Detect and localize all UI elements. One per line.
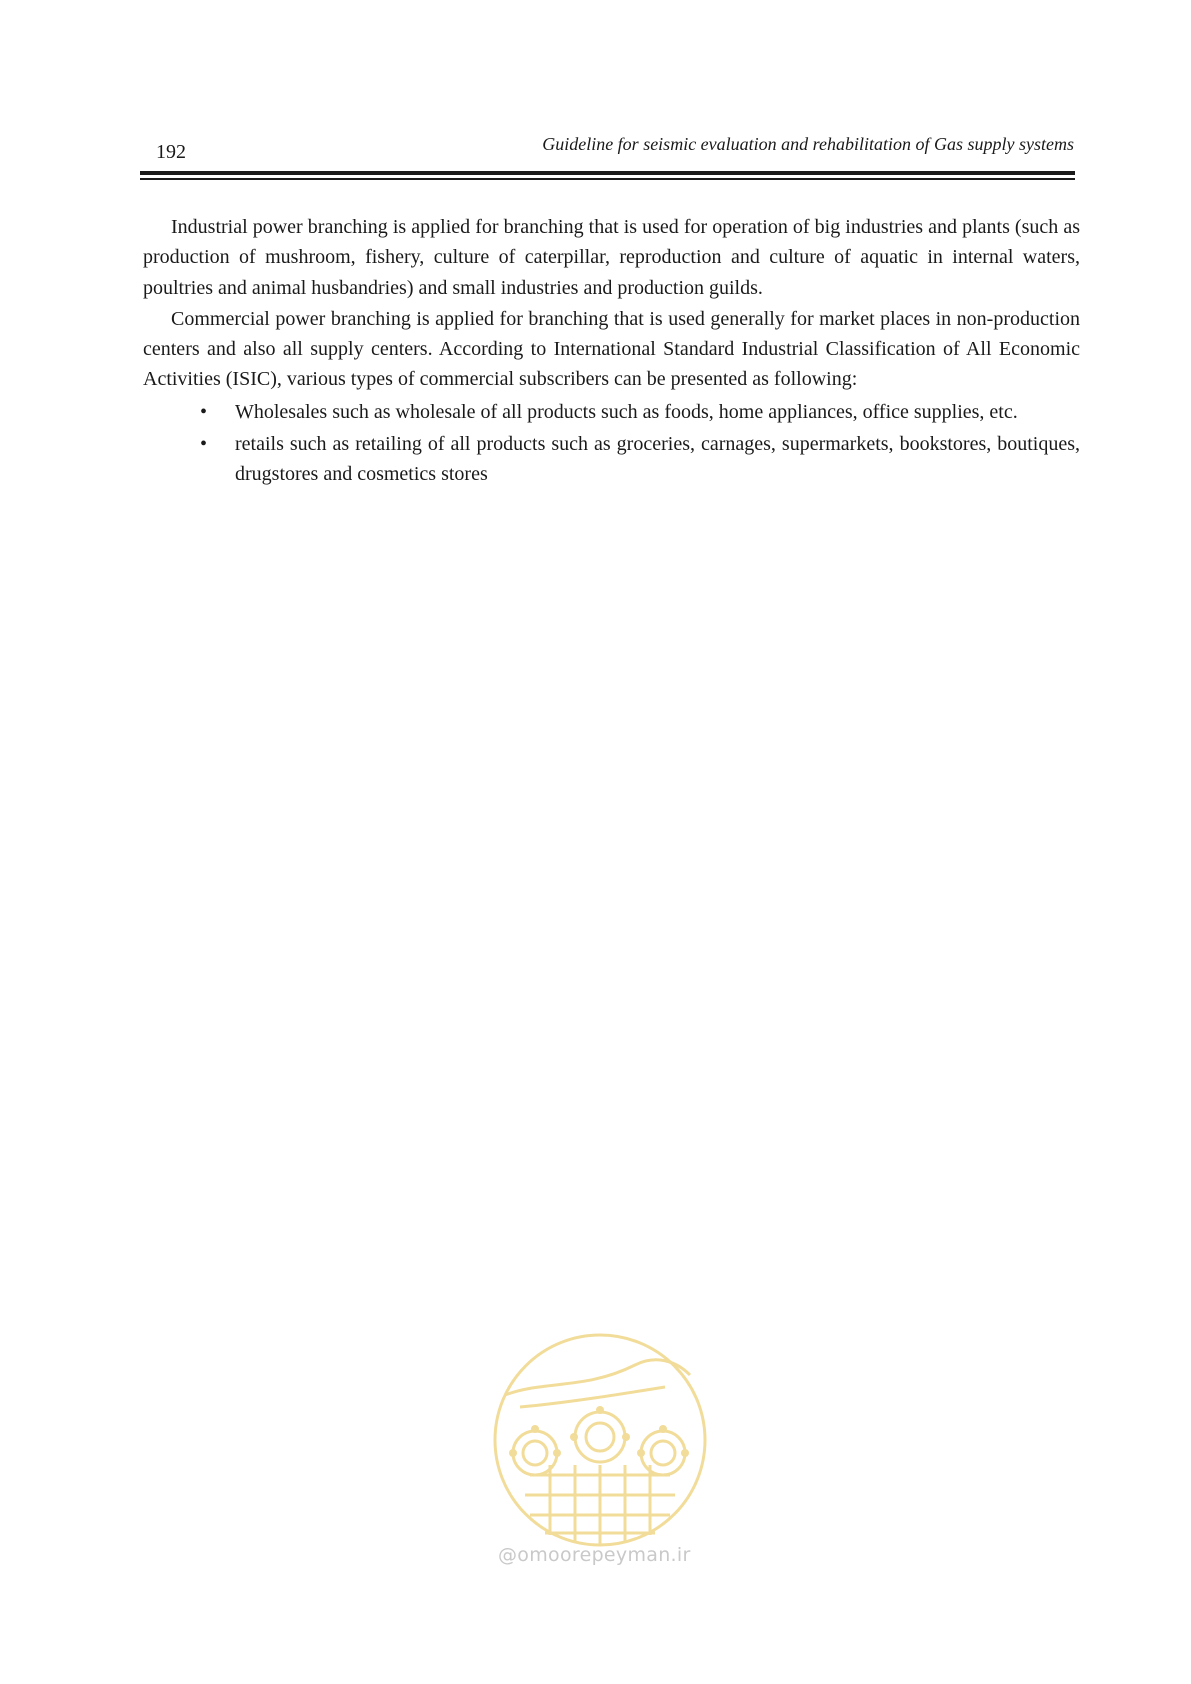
list-item-wholesales: [143, 397, 1080, 427]
page-number: 192: [156, 141, 186, 163]
paragraph-commercial: Commercial power branching is applied for branching that is used generally for market places in non-production centers and also all supply centers. According to International Standard Industrial Classification of All Economic Activities (ISIC), various types of commercial subscribers can be presented as following:: [143, 307, 1080, 391]
list-item-text: Wholesales such as wholesale of all products such as foods, home appliances, office supplies, etc.: [235, 400, 1018, 423]
paragraph-industrial: Industrial power branching is applied for branching that is used for operation of big industries and plants (such as production of mushroom, fishery, culture of caterpillar, reproduction and culture of aquatic in internal waters, poultries and animal husbandries) and small industries and production guilds.: [143, 216, 1080, 299]
watermark-site-text: @omoorepeyman.ir: [498, 1544, 691, 1566]
list-item-text: retails such as retailing of all products such as groceries, carnages, supermarkets, bookstores, boutiques, drugstores and cosmetics stores: [235, 433, 1080, 486]
body-text: [143, 212, 1080, 492]
bullet-icon: •: [200, 400, 208, 423]
running-header-title: Guideline for seismic evaluation and rehabilitation of Gas supply systems: [542, 134, 1074, 154]
list-item-retails: [143, 429, 1080, 490]
header-rule-thick: [140, 171, 1075, 175]
bullet-icon: •: [200, 433, 208, 456]
header-rule-thin: [140, 178, 1075, 180]
commercial-subscriber-list: [143, 397, 1080, 490]
watermark-logo-icon: [475, 1325, 725, 1575]
